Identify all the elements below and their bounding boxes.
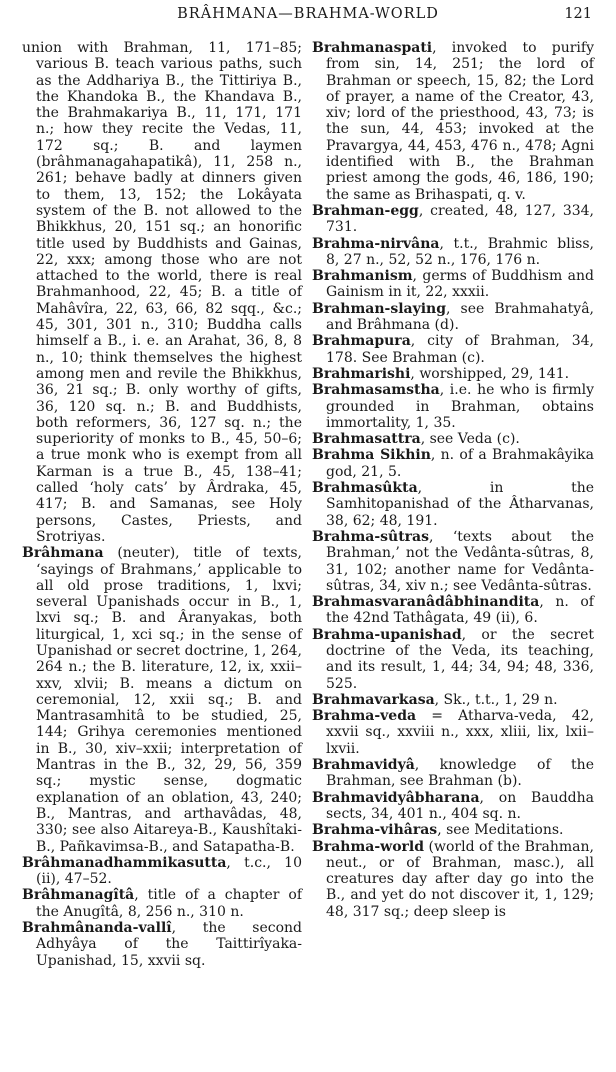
entry-headword: Brahma Sikhin xyxy=(312,447,431,464)
entry-headword: Brahmanism xyxy=(312,268,413,285)
entry-headword: Brâhmanadhammikasutta xyxy=(22,854,227,871)
entry-headword: Brahmasvaranâdâbhinandita xyxy=(312,594,540,611)
entry-headword: Brahma-veda xyxy=(312,708,417,725)
entry-text: , n. of the 42nd Tathâgata, 49 (ii), 6. xyxy=(326,594,594,627)
index-entry xyxy=(312,822,594,838)
entry-text: , title of a chapter of the Anugîtâ, 8, 256 n., 310 n. xyxy=(36,887,302,920)
entry-text: , see Veda (c). xyxy=(420,431,520,448)
index-entry xyxy=(312,382,594,431)
entry-headword: Brahma-nirvâna xyxy=(312,235,440,252)
index-entry xyxy=(312,366,594,382)
entry-text: , Sk., t.t., 1, 29 n. xyxy=(434,691,558,708)
index-entry xyxy=(22,887,302,920)
index-entry xyxy=(312,447,594,480)
right-column xyxy=(312,40,594,920)
entry-headword: Brahmasûkta xyxy=(312,480,418,497)
entry-text: , t.t., Brahmic bliss, 8, 27 n., 52, 52 n., 176, 176 n. xyxy=(326,235,594,268)
entry-text: , worshipped, 29, 141. xyxy=(410,365,570,382)
index-entry xyxy=(312,333,594,366)
entry-text: , created, 48, 127, 334, 731. xyxy=(326,202,594,236)
index-entry xyxy=(312,839,594,920)
index-entry xyxy=(22,545,302,855)
entry-headword: Brahman-egg xyxy=(312,202,419,219)
index-entry xyxy=(22,855,302,888)
index-entry xyxy=(312,692,594,708)
entry-headword: Brahma-upanishad xyxy=(312,626,462,643)
index-entry xyxy=(312,594,594,627)
entry-text: , on Bauddha sects, 34, 401 n., 404 sq. n. xyxy=(326,789,594,822)
entry-text: , ‘texts about the Brahman,’ not the Vedânta-sûtras, 8, 31, 102; another name for Vedânta-sûtras, 34, xiv n.; see Vedânta-sûtras. xyxy=(326,528,594,594)
index-entry xyxy=(312,480,594,529)
index-entry xyxy=(312,431,594,447)
entry-text: , see Brahmahatyâ, and Brâhmana (d). xyxy=(326,300,594,334)
entry-text: , germs of Buddhism and Gainism in it, 22, xxxii. xyxy=(326,268,594,301)
index-entry xyxy=(312,708,594,757)
entry-text: union with Brahman, 11, 171–85; various B. teach various paths, such as the Addhariya B., the Tittiriya B., the Khandoka B., the Khandava B., the Brahmakariya B., 11, 171, 171 n.; how they recite the Vedas, 11, 172 sq.; B. and laymen (brâhmanagahapatikâ), 11, 258 n., 261; behave badly at dinners given to them, 13, 152; the Lokâyata system of the B. not allowed to the Bhikkhus, 20, 151 sq.; an honorific title used by Buddhists and Gainas, 22, xxx; among those who are not attached to the world, there is real Brahmanhood, 22, 45; B. a title of Mahâvîra, 22, 63, 66, 82 sqq., &c.; 45, 301, 301 n., 310; Buddha calls himself a B., i. e. an Arahat, 36, 8, 8 n., 10; think themselves the highest among men and revile the Bhikkhus, 36, 21 sq.; B. only worthy of gifts, 36, 120 sq. n.; B. and Buddhists, both reformers, 36, 127 sq. n.; the superiority of monks to B., 45, 50–6; a true monk who is exempt from all Karman is a true B., 45, 138–41; called ‘holy cats’ by Ârdraka, 45, 417; B. and Samanas, see Holy persons, Castes, Priests, and Srotriyas. xyxy=(22,40,302,545)
running-head: BRÂHMANA—BRAHMA-WORLD xyxy=(177,6,439,22)
entry-headword: Brahma-vihâras xyxy=(312,822,438,839)
entry-text: , n. of a Brahmakâyika god, 21, 5. xyxy=(326,447,595,480)
index-entry xyxy=(312,627,594,692)
entry-text: (world of the Brahman, neut., or of Brahman, masc.), all creatures day after day go into the B., and yet do not discover it, 1, 129; 48, 317 sq.; deep sleep is xyxy=(326,838,594,920)
index-entry xyxy=(312,301,594,334)
entry-headword: Brâhmanagîtâ xyxy=(22,887,135,904)
entry-headword: Brahmavidyâ xyxy=(312,757,415,774)
index-entry xyxy=(312,757,594,790)
entry-headword: Brahmapura xyxy=(312,333,411,350)
index-entry xyxy=(22,920,302,969)
entry-headword: Brahmavidyâbharana xyxy=(312,789,480,806)
index-entry xyxy=(312,790,594,823)
entry-text: (neuter), title of texts, ‘sayings of Brahmans,’ applicable to all old prose traditions, 1, lxvi; several Upanishads occur in B., 1, lxvi sq.; B. and Âranyakas, both liturgical, 1, xci sq.; in the sense of Upanishad or secret doctrine, 1, 264, 264 n.; the B. literature, 12, ix, xxii–xxv, xlvii; B. means a dictum on ceremonial, 12, xxii sq.; B. and Mantrasamhitâ to be studied, 25, 144; Grihya ceremonies mentioned in B., 30, xiv–xxii; interpretation of Mantras in the B., 32, 29, 56, 359 sq.; mystic sense, dogmatic explanation of an oblation, 43, 240; B., Mantras, and arthavâdas, 48, 330; see also Aitareya-B., Kaushîtaki-B., Pañkavimsa-B., and Satapatha-B. xyxy=(36,545,302,855)
entry-text: = Atharva-veda, 42, xxvii sq., xxviii n., xxx, xliii, lix, lxii–lxvii. xyxy=(326,708,594,757)
entry-text: , t.c., 10 (ii), 47–52. xyxy=(36,854,302,888)
entry-text: , in the Samhitopanishad of the Âtharvanas, 38, 62; 48, 191. xyxy=(326,480,594,529)
entry-headword: Brahmasattra xyxy=(312,431,421,448)
page-number: 121 xyxy=(564,6,592,22)
entry-headword: Brahmarishi xyxy=(312,365,411,382)
index-entry xyxy=(312,529,594,594)
entry-text: , invoked to purify from sin, 14, 251; the lord of Brahman or speech, 15, 82; the Lord of prayer, a name of the Creator, 43, xiv; lord of the priesthood, 43, 73; is the sun, 44, 453; invoked at the Pravargya, 44, 453, 476 n., 478; Agni identified with B., the Brahman priest among the gods, 46, 186, 190; the same as Brihaspati, q. v. xyxy=(326,40,594,203)
index-entry xyxy=(312,236,594,269)
index-entry xyxy=(312,203,594,236)
entry-text: , see Meditations. xyxy=(437,822,564,839)
left-column xyxy=(22,40,302,969)
index-entry xyxy=(22,40,302,545)
page-header xyxy=(0,6,616,26)
entry-text: , or the secret doctrine of the Veda, its teaching, and its result, 1, 44; 34, 94; 48, 336, 525. xyxy=(326,626,594,692)
entry-text: , knowledge of the Brahman, see Brahman (b). xyxy=(326,757,594,790)
entry-headword: Brahma-sûtras xyxy=(312,528,430,545)
entry-headword: Brahman-slaying xyxy=(312,300,447,317)
entry-text: , city of Brahman, 34, 178. See Brahman (c). xyxy=(326,333,594,366)
entry-text: , i.e. he who is firmly grounded in Brahman, obtains immortality, 1, 35. xyxy=(326,382,594,431)
index-entry xyxy=(312,40,594,203)
index-entry xyxy=(312,268,594,301)
entry-headword: Brahma-world xyxy=(312,838,425,855)
entry-headword: Brahmavarkasa xyxy=(312,691,435,708)
entry-headword: Brahmasamstha xyxy=(312,382,440,399)
entry-headword: Brâhmana xyxy=(22,545,104,562)
entry-headword: Brahmânanda-vallî xyxy=(22,920,172,937)
entry-headword: Brahmanaspati xyxy=(312,40,433,56)
entry-text: , the second Adhyâya of the Taittirîyaka-Upanishad, 15, xxvii sq. xyxy=(36,920,302,969)
